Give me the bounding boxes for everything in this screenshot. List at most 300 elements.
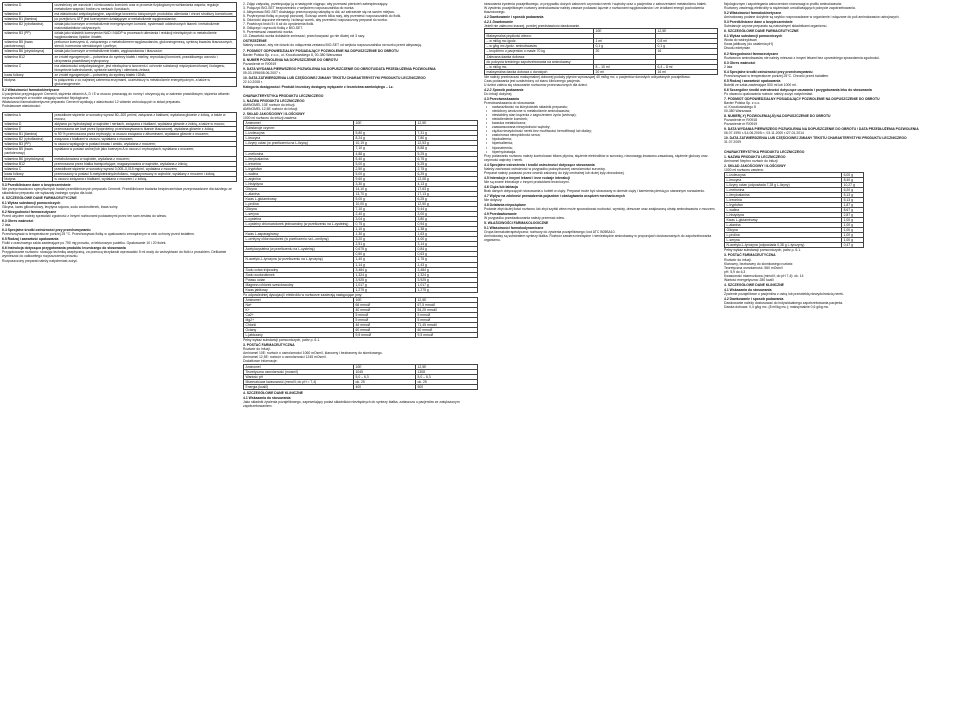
table-cell: L-fenyloalanina bbox=[725, 192, 842, 197]
table-row bbox=[3, 77, 237, 86]
table-cell: 10E bbox=[354, 297, 416, 302]
paragraph: Podanie zbyt dużej ilości roztworu lub zbyt szybki wlew może spowodować nudności, wymioty, dreszcze oraz zwiększoną utratę aminokwasów z moczem. bbox=[484, 207, 716, 212]
table-cell: L-prolina bbox=[244, 201, 354, 206]
table-cell: N-acetylo-L-tyrozyna (w przeliczeniu na L-tyrozynę) bbox=[244, 257, 354, 262]
nephro-composition-table bbox=[724, 172, 864, 249]
section-4-heading: 4. SZCZEGÓŁOWE DANE KLINICZNE bbox=[243, 390, 303, 395]
list-item: • niedotlenienie komórek; bbox=[484, 117, 718, 121]
chpl-title: CHARAKTERYSTYKA PRODUKTU LECZNICZEGO bbox=[243, 93, 324, 98]
section-6-2-heading: 6.2 Niezgodności farmaceutyczne bbox=[2, 210, 57, 215]
paragraph: Czas podawania jest uzależniony od stanu klinicznego pacjenta. bbox=[484, 78, 581, 83]
dosage-table bbox=[484, 28, 718, 74]
table-cell: 13,70 g bbox=[354, 191, 416, 196]
column-2 bbox=[243, 2, 478, 702]
paragraph: 1000 ml roztworu zawiera: bbox=[724, 167, 764, 172]
table-cell: ze źródeł egzogennych – potrzebny do syntezy białek i DNA; bbox=[53, 72, 237, 77]
section-3-heading: 3. POSTAĆ FARMACEUTYCZNA bbox=[243, 343, 295, 348]
table-cell: 10E bbox=[354, 121, 416, 126]
table-cell: maksymalna dawka dobowa u dorosłych bbox=[485, 69, 594, 74]
section-6-5-heading: 6.5 Rodzaj i zawartość opakowania bbox=[724, 78, 781, 83]
table-cell: Energia (kcal/l) bbox=[244, 384, 354, 389]
table-cell: – w ml/kg mc./godz. bbox=[485, 39, 594, 44]
table-row bbox=[3, 113, 237, 122]
steps-list bbox=[243, 2, 478, 38]
table-cell: 5,40 g bbox=[354, 156, 416, 161]
table-cell: 66 mmol/l bbox=[354, 302, 416, 307]
paragraph: Roztwory zawierają elektrolity w stężeniach umożliwiających pokrycie zapotrzebowania. bbox=[724, 6, 856, 11]
table-row bbox=[3, 22, 237, 31]
table-cell: witamina B6 (pirydoksyna) bbox=[3, 49, 53, 54]
table-cell: Zalecana dawka dobowa: bbox=[485, 54, 594, 59]
section-6-4-heading: 6.4 Specjalne środki ostrożności przy przechowywaniu bbox=[2, 228, 91, 233]
table-cell: witamina B2 (ryboflawina) bbox=[3, 22, 53, 31]
paragraph: Pozwolenie nr R/0918 bbox=[724, 118, 758, 123]
table-cell: witamina B5 (kwas pantotenowy) bbox=[3, 147, 53, 156]
section-4-heading: 4. SZCZEGÓŁOWE DANE KLINICZNE bbox=[724, 282, 784, 287]
table-cell: 1,00 g bbox=[842, 238, 864, 243]
table-cell: 12,5E bbox=[416, 364, 478, 369]
table-cell: L-jabłczany bbox=[244, 333, 354, 338]
table-row bbox=[3, 40, 237, 49]
table-row bbox=[244, 384, 478, 389]
table-cell: L-leucyna bbox=[725, 177, 842, 182]
table-cell: 3,00 g bbox=[416, 212, 478, 217]
table-cell: 9,44 g bbox=[416, 207, 478, 212]
table-cell: Glicyna bbox=[244, 207, 354, 212]
table-cell: 1,10 g bbox=[354, 227, 416, 232]
table-cell: witamina E bbox=[3, 12, 53, 17]
table-cell: Wartość pH bbox=[244, 374, 354, 379]
paragraph: Przy podawaniu roztworu należy kontrolować bilans płynów, stężenie elektrolitów w surowicy, równowagę kwasowo-zasadową, stężenie glukozy oraz czynność wątroby i nerek. bbox=[484, 153, 708, 162]
table-cell: 10,00 g bbox=[354, 201, 416, 206]
paragraph: 2 lata bbox=[724, 64, 733, 69]
section-4-4-heading: 4.4 Specjalne ostrzeżenia i środki ostrożności dotyczące stosowania bbox=[484, 162, 595, 167]
table-cell: 1,40 g bbox=[354, 257, 416, 262]
paragraph: Dawkowanie należy dostosować do indywidualnego zapotrzebowania pacjenta. bbox=[724, 301, 844, 305]
list-item: 9. Przemieszać zawartość worka. bbox=[243, 30, 294, 35]
list-item: 6. Odwrócić złączone elementy i ścisnąć worek, aby przenieść rozpuszczony preparat do worka. bbox=[243, 18, 388, 23]
table-cell: działa jako składnik koenzymów NAD i NADP w procesach utleniania i redukcji niezbędnych w metabolizmie węglowodanów, lipidów i białek; bbox=[53, 31, 237, 40]
table-cell: 12,08 g bbox=[416, 176, 478, 181]
table-cell: 8,67 g bbox=[842, 208, 864, 213]
table-cell: L-metionina bbox=[244, 151, 354, 156]
section-5-2-heading: 5.2 Właściwości farmakokinetyczne bbox=[2, 87, 60, 92]
paragraph: Kwasowość miareczkowa (mmol/l; do pH 7,4): ok. 14 bbox=[724, 273, 804, 278]
paragraph: stosowania żywienia pozajelitowego, w przypadku dużych zaburzeń czynności nerek i wątroby oraz u pacjentów z zaburzeniami metabolizmu białek. bbox=[484, 2, 707, 6]
table-cell: 5,25 g bbox=[416, 151, 478, 156]
table-cell: przenoszona we krwi przez lipoproteiny, przechowywana w tkance tłuszczowej, wydalana głównie z żółcią; bbox=[53, 127, 237, 132]
section-6-3-heading: 6.3 Okres ważności bbox=[724, 60, 756, 65]
table-cell: 3,484 g bbox=[354, 267, 416, 272]
paragraph: Aminomel 10E: roztwór o osmolarności 1060 mOsm/l, klarowny i bezbarwny do słomkowego. bbox=[243, 351, 383, 356]
section-5-3-heading: 5.3 Przedkliniczne dane o bezpieczeństwie bbox=[2, 182, 71, 187]
table-cell: 6,4 – 8 ml bbox=[656, 64, 718, 69]
table-cell: 7,10 g bbox=[354, 207, 416, 212]
table-cell: 0,94 g bbox=[416, 222, 478, 227]
table-cell: Aminomel bbox=[244, 121, 354, 126]
table-cell: 17,63 g bbox=[416, 186, 478, 191]
table-cell: – w g/kg mc./godz. aminokwasów bbox=[485, 44, 594, 49]
section-6-2-heading: 6.2 Niezgodności farmaceutyczne bbox=[724, 51, 779, 56]
paragraph: Pozwolenie nr R/0919 bbox=[243, 61, 277, 66]
table-cell: w osoczu występuje w postaci kwasu i amidu, wydalana z moczem; bbox=[53, 142, 237, 147]
table-cell: witamina D bbox=[3, 122, 53, 127]
table-cell: Sodu octan trójwodny bbox=[244, 267, 354, 272]
table-cell: metabolizowana w wątrobie, wydalana z moczem; bbox=[53, 156, 237, 161]
table-cell: L-tryptofan bbox=[244, 166, 354, 171]
table-cell: działa jako koenzym w metabolizmie białek, węglowodanów i tłuszczów; bbox=[53, 49, 237, 54]
table-cell: 5,0 – 6,3 bbox=[416, 374, 478, 379]
table-cell: uczestniczy we wzroście i różnicowaniu komórek oraz w procesie fizjologicznym wchłaniania wapnia; reguluje metabolizm wapnia i fosforu w nerkach i kościach; bbox=[53, 3, 237, 12]
paragraph: Teoretyczna osmolarność: 560 mOsm/l bbox=[724, 265, 783, 270]
column-4 bbox=[724, 2, 957, 702]
paragraph: AMINOMEL 12,5E roztwór do infuzji. bbox=[243, 107, 299, 112]
section-2-heading: 2. SKŁAD JAKOŚCIOWY I ILOŚCIOWY bbox=[724, 163, 786, 168]
table-cell: 9,60 g bbox=[354, 176, 416, 181]
table-cell: do pokrycia średniego zapotrzebowania na aminokwasy bbox=[485, 59, 594, 64]
table-cell: L-fenyloalanina bbox=[244, 156, 354, 161]
section-4-1-heading: 4.1 Wskazania do stosowania bbox=[243, 395, 291, 400]
table-cell: 1,017 g bbox=[416, 282, 478, 287]
table-cell: 12,5E bbox=[416, 121, 478, 126]
section-4-9-heading: 4.9 Przedawkowanie bbox=[484, 212, 517, 217]
table-cell: Ca2+ bbox=[244, 313, 354, 318]
table-cell: – kropli/min u pacjentów o masie 70 kg bbox=[485, 49, 594, 54]
paragraph: Grupa farmakoterapeutyczna: roztwory do żywienia pozajelitowego; kod ATC B05BA10. bbox=[484, 230, 616, 235]
table-cell: 1,275 g bbox=[416, 287, 478, 292]
table-cell: 17,13 g bbox=[416, 191, 478, 196]
table-cell: 20 bbox=[594, 49, 656, 54]
table-cell: 3,925 g bbox=[354, 277, 416, 282]
table-cell: Substancje czynne: bbox=[244, 126, 354, 131]
table-cell: 1045 bbox=[354, 369, 416, 374]
paragraph: Należy uważać, aby nie doszło do odłączenia zestawu BIO-SET od wejścia rozpuszczalnika na worku przed aktywacją. bbox=[243, 43, 422, 48]
table-cell: K+ bbox=[244, 307, 354, 312]
section-4-2-heading: 4.2 Dawkowanie i sposób podawania bbox=[724, 296, 784, 301]
section-9-heading: 9. DATA WYDANIA PIERWSZEGO POZWOLENIA NA DOPUSZCZENIE DO OBROTU / DATA PRZEDŁUŻENIA POZWOLENIA bbox=[724, 127, 919, 132]
paragraph: Pełny wykaz substancji pomocniczych, patrz p. 6.1. bbox=[243, 338, 321, 343]
table-cell: Sodu wodorotlenek bbox=[244, 272, 354, 277]
paragraph: Przygotowanie roztworu: stosując technikę aseptyczną, za pomocą strzykawki wprowadzić 5 ml wody do wstrzykiwań do fiolki z proszkiem. Delikatnie wymieszać do całkowitego rozpuszczenia proszku. bbox=[2, 250, 227, 259]
paragraph: W przypadku przedawkowania należy przerwać wlew. bbox=[484, 216, 565, 221]
section-8-heading: 8. NUMER(-Y) POZWOLENIA(-Ń) NA DOPUSZCZENIE DO OBROTU bbox=[724, 114, 831, 119]
electrolytes-table bbox=[243, 297, 478, 338]
table-cell: 0,1 g bbox=[656, 44, 718, 49]
table-cell: 2,75 g bbox=[416, 166, 478, 171]
table-cell: L-seryna bbox=[725, 238, 842, 243]
table-cell: 1,38 g bbox=[416, 227, 478, 232]
table-cell: L-tryptofan bbox=[725, 203, 842, 208]
table-cell: 10E bbox=[594, 29, 656, 34]
table-cell: L-arginina bbox=[244, 176, 354, 181]
list-item: 10. Zawartość worka dokładnie zmieszać; przechowywać go nie dłużej niż 3 razy. bbox=[243, 34, 366, 39]
table-cell: 14,10 g bbox=[354, 186, 416, 191]
section-7-heading: 7. PODMIOT ODPOWIEDZIALNY POSIADAJĄCY POZWOLENIE NA DOPUSZCZENIE DO OBROTU bbox=[243, 48, 399, 53]
table-cell: 3,925 g bbox=[416, 277, 478, 282]
section-4-6-heading: 4.6 Ciąża lub laktacja bbox=[484, 184, 518, 189]
table-cell: witamina A bbox=[3, 113, 53, 122]
table-cell: 0,75 g bbox=[354, 222, 416, 227]
table-cell: 5,00 g bbox=[354, 171, 416, 176]
list-item: • niestabilny stan krążenia z zagrożeniem życia (wstrząs); bbox=[484, 113, 718, 117]
column-1 bbox=[2, 2, 237, 702]
list-item: 7. Powtórzyć kroki 5 i 6 aż do opróżnienia fiolki. bbox=[243, 22, 315, 27]
table-cell: kwas foliowy bbox=[3, 72, 53, 77]
table-cell: Glicyna bbox=[725, 228, 842, 233]
table-cell: witamina B6 (pirydoksyna) bbox=[3, 156, 53, 161]
table-cell: 46 mmol/l bbox=[354, 323, 416, 328]
table-cell: 5,13 g bbox=[842, 197, 864, 202]
table-cell: w połączeniu z co najmniej czterema enzymami, uczestniczy w metabolizmie energetycznym, a także w glukoneogenezie. bbox=[53, 77, 237, 86]
section-6-heading: 6. SZCZEGÓŁOWE DANE FARMACEUTYCZNE bbox=[2, 195, 77, 200]
paragraph: Jako składnik żywienia pozajelitowego, zapewniający podaż składników niezbędnych do syntezy białka, zwłaszcza u pacjentów ze zwiększonym zapotrzebowaniem. bbox=[243, 399, 460, 408]
table-cell: 5,00 g bbox=[354, 161, 416, 166]
list-item: • kwasica metaboliczna; bbox=[484, 121, 718, 125]
list-item: • zaawansowana niewydolność wątroby; bbox=[484, 125, 718, 129]
paragraph: Fiolki z oranżowego szkła zawierające po 750 mg proszku, w tekturowym pudełku. Opakowanie 10 i 20 fiolek. bbox=[2, 241, 167, 246]
table-cell: 1,275 g bbox=[354, 287, 416, 292]
list-item: 3. Połączyć BIO-SET bezpośrednio z wejściem rozpuszczalnika do worka. bbox=[243, 6, 355, 11]
table-cell: 0,675 g bbox=[354, 247, 416, 252]
table-cell: 16 bbox=[656, 49, 718, 54]
table-cell: ze źródeł egzogennych – potrzebna do syntezy białek i mieliny, reprodukcji komórek, prawidłowego wzrostu i utrzymania prawidłowej erytropoezy; bbox=[53, 54, 237, 63]
paragraph: Roztwór do infuzji. bbox=[724, 257, 752, 262]
table-cell: 10E bbox=[354, 364, 416, 369]
section-4-2-1-heading: 4.2.1 Dawkowanie bbox=[484, 20, 513, 25]
paragraph: Dawka dobowa: 0,4 g/kg mc. (8 ml/kg mc.); maksymalnie 0,6 g/kg mc. bbox=[724, 305, 830, 310]
list-item: • zastoinowa niewydolność serca; bbox=[484, 133, 718, 137]
table-cell: 1,75 g bbox=[416, 257, 478, 262]
table-row bbox=[244, 333, 478, 338]
paragraph: Pełny wykaz substancji pomocniczych, patrz p. 6.1. bbox=[724, 248, 802, 253]
table-cell: witamina B12 bbox=[3, 161, 53, 166]
table-cell: 5 mmol/l bbox=[416, 313, 478, 318]
table-cell: 67,5 mmol/l bbox=[416, 302, 478, 307]
paragraph: fizjologicznym i zapobiegania zaburzeniom równowagi w profilu aminokwasów. bbox=[724, 2, 842, 6]
table-cell: 4,88 g bbox=[354, 151, 416, 156]
paragraph: 05.03.1996/08.06.2007 r. bbox=[243, 70, 281, 75]
table-cell: witamina B5 (kwas pantotenowy) bbox=[3, 40, 53, 49]
paragraph: ul. Kruczkowskiego 8 bbox=[724, 105, 756, 110]
paragraph: U pacjentów przyjmujących Cernevit, stężenia witamin A, D i E w osoczu powracają do normy i utrzymują się w zakresie prawidłowym; stężenia witamin rozpuszczalnych w wodzie osiągają wartości fizjologiczne. bbox=[2, 91, 230, 100]
table-cell: 60 mmol/l bbox=[354, 328, 416, 333]
table-cell: 10,19 g bbox=[354, 141, 416, 146]
paragraph: Pozwolenie nr R/0919 bbox=[724, 122, 758, 127]
table-cell: Teoretyczna osmolarność (mosm/l) bbox=[244, 369, 354, 374]
table-cell: 7,80 g bbox=[416, 136, 478, 141]
table-cell: 6,00 g bbox=[842, 172, 864, 177]
paragraph: Należy zachować ostrożność w przypadku podwyższonej osmolarności surowicy. bbox=[484, 166, 606, 171]
table-cell: L-ornityny chlorowodorek (w przeliczeniu na L-ornitynę) bbox=[244, 237, 354, 242]
table-cell: 5,80 g bbox=[354, 131, 416, 136]
availability-category: Kategoria dostępności: Produkt leczniczy dostępny wyłącznie z lecznictwa zamkniętego – Lz. bbox=[243, 84, 394, 89]
list-item: 5. Przytrzymać fiolkę w pozycji pionowej. Ścisnąć worek kilka razy, aby przenieść rozpuszczalnik do fiolki. bbox=[243, 14, 402, 19]
paragraph: Brak danych dotyczących stosowania u kobiet w ciąży. Preparat może być stosowany w okresie ciąży i karmienia piersią po starannym rozważeniu. bbox=[484, 188, 705, 193]
table-cell: biotyna bbox=[3, 176, 53, 181]
section-4-7-heading: 4.7 Wpływ na zdolność prowadzenia pojazdów i obsługiwania urządzeń mechanicznych bbox=[484, 194, 625, 199]
paragraph: U dzieci zaleca się stosowanie roztworów przeznaczonych dla dzieci. bbox=[484, 82, 588, 87]
table-cell: 400 bbox=[354, 384, 416, 389]
paragraph: Woda do wstrzykiwań bbox=[724, 38, 757, 43]
table-cell: 10,27 g bbox=[842, 182, 864, 187]
table-cell: Kwas L-glutaminowy bbox=[244, 196, 354, 201]
table-cell: 6,25 g bbox=[416, 161, 478, 166]
section-4-1-heading: 4.1 Wskazania do stosowania bbox=[724, 287, 772, 292]
paragraph: Jeżeli nie zalecono inaczej, poniżej przedstawiono dawkowanie. bbox=[484, 24, 581, 29]
section-8-heading: 8. NUMER POZWOLENIA NA DOPUSZCZENIE DO OBROTU bbox=[243, 57, 338, 62]
list-item: • hiperkaliemia; bbox=[484, 141, 718, 145]
paragraph: 31.07.2009 bbox=[724, 140, 741, 145]
paragraph: Przechowywać w temperaturze poniżej 25 °C. Przechowywać fiolkę w opakowaniu zewnętrznym w celu ochrony przed światłem. bbox=[2, 232, 195, 237]
table-cell: L-treonina bbox=[244, 161, 354, 166]
list-item: 2. Zdjąć zatyczkę, przekręcając ją a następnie ciągnąc; aby przerwać pierścień zabezpieczający. bbox=[243, 2, 389, 6]
table-cell: 2,40 g bbox=[354, 212, 416, 217]
table-cell: po przejściu w ATP jest koenzymem działającym w metabolizmie węglowodanów; bbox=[53, 17, 237, 22]
table-cell: 12,5E bbox=[416, 297, 478, 302]
table-cell: 8,88 g bbox=[416, 146, 478, 151]
paragraph: Nie należy przekraczać maksymalnej dobowej podaży płynów wynoszącej 40 ml/kg mc. u pacjentów dorosłych odżywianych pozajelitowo. bbox=[484, 74, 691, 79]
paragraph: Aminokwasy są substratem syntezy białka. Roztwór zawiera niezbędne i nieniezbędne aminokwasy w proporcjach dostosowanych do zapotrzebowania organizmu. bbox=[484, 234, 712, 243]
table-row bbox=[3, 176, 237, 181]
properties-table bbox=[243, 364, 478, 390]
table-cell: Octany bbox=[244, 328, 354, 333]
table-cell: 20 ml bbox=[594, 69, 656, 74]
section-9-heading: 9. DATA WYDANIA PIERWSZEGO POZWOLENIA NA DOPUSZCZENIE DO OBROTU/DATA PRZEDŁUŻENIA POZWOLENIA bbox=[243, 66, 436, 71]
section-2-heading: 2. SKŁAD JAKOŚCIOWY I ILOŚCIOWY bbox=[243, 112, 305, 117]
section-6-1-heading: 6.1 Wykaz substancji pomocniczych bbox=[724, 34, 783, 39]
table-cell: 8,24 g bbox=[354, 136, 416, 141]
section-3-heading: 3. POSTAĆ FARMACEUTYCZNA bbox=[724, 253, 776, 258]
paragraph: Do infuzji dożylnej. bbox=[484, 91, 513, 96]
paragraph: Baxter Polska Sp. z o.o. bbox=[724, 101, 761, 106]
paragraph: 00-380 Warszawa bbox=[724, 109, 752, 114]
section-6-6-heading: 6.6 Instrukcja dotycząca przygotowania produktu leczniczego do stosowania bbox=[2, 246, 126, 251]
chpl-title: CHARAKTERYSTYKA PRODUKTU LECZNICZEGO bbox=[724, 149, 805, 154]
table-cell: witamina B1 (tiamina) bbox=[3, 17, 53, 22]
table-cell: L-treonina bbox=[725, 197, 842, 202]
table-cell: 9,5 mmol/l bbox=[354, 333, 416, 338]
table-cell: 8,40 g bbox=[842, 177, 864, 182]
paragraph: Substancje czynne preparatu są naturalnymi składnikami organizmu. bbox=[724, 24, 828, 29]
list-item: • niedobory wrodzone w metabolizmie aminokwasów; bbox=[484, 109, 718, 113]
table-cell: N-acetylo-L-tyrozyna (odpowiada 0,38 g L-tyrozyny) bbox=[725, 243, 842, 248]
section-4-2-2-heading: 4.2.2 Sposób podawania bbox=[484, 87, 524, 92]
aminomel-composition-table bbox=[243, 120, 478, 293]
table-cell: 6,25 g bbox=[416, 171, 478, 176]
table-cell: 4,00 g bbox=[416, 237, 478, 242]
table-cell: witamina B12 bbox=[3, 54, 53, 63]
table-cell: Kwas L-glutaminowy bbox=[725, 218, 842, 223]
table-cell: 71,45 mmol/l bbox=[416, 323, 478, 328]
table-cell: 0,50 g bbox=[354, 252, 416, 257]
paragraph: AMINOMEL 10E roztwór do infuzji. bbox=[243, 103, 296, 108]
section-6-heading: 6. SZCZEGÓŁOWE DANE FARMACEUTYCZNE bbox=[724, 29, 799, 34]
table-cell: Na+ bbox=[244, 302, 354, 307]
table-cell: Acetylocysteina (w przeliczeniu na L-cysteinę) bbox=[244, 247, 354, 252]
table-row bbox=[485, 69, 718, 74]
table-cell: 2,51 g bbox=[354, 242, 416, 247]
section-4-2-heading: 4.2 Dawkowanie i sposób podawania bbox=[484, 15, 544, 20]
section-1-heading: 1. NAZWA PRODUKTU LECZNICZEGO bbox=[243, 98, 305, 103]
table-cell: 3,20 g bbox=[354, 237, 416, 242]
section-7-heading: 7. PODMIOT ODPOWIEDZIALNY POSIADAJĄCY POZWOLENIE NA DOPUSZCZENIE DO OBROTU bbox=[724, 96, 880, 101]
table-row bbox=[725, 243, 864, 248]
table-cell: 4,13 g bbox=[416, 181, 478, 186]
table-row bbox=[3, 54, 237, 63]
section-10-heading: 10. DATA ZATWIERDZENIA LUB CZĘŚCIOWEJ ZMIANY TEKSTU CHARAKTERYSTYKI PRODUKTU LECZNICZEGO bbox=[724, 136, 907, 141]
table-cell: L-alanina bbox=[725, 223, 842, 228]
list-item: 8. Odłączyć i wyrzucić fiolkę z BIO-SET. bbox=[243, 26, 303, 31]
table-cell: L-seryna bbox=[244, 212, 354, 217]
table-cell: biotyna bbox=[3, 77, 53, 86]
section-4-3-heading: 4.3 Przeciwwskazania bbox=[484, 96, 520, 101]
table-cell: 1,63 g bbox=[416, 232, 478, 237]
table-cell: 1,324 g bbox=[416, 272, 478, 277]
column-3 bbox=[484, 2, 718, 702]
table-cell: 500 bbox=[416, 384, 478, 389]
paragraph: Aminomel 12,5E: roztwór o osmolarności 1245 mOsm/l. bbox=[243, 355, 327, 360]
table-cell: 1,324 g bbox=[354, 272, 416, 277]
table-cell: L-lizyny octan (odpowiada 7,28 g L-lizyny) bbox=[725, 182, 842, 187]
table-cell: 3,30 g bbox=[354, 181, 416, 186]
table-cell: związana z białkami w osoczu, wydalana z moczem; bbox=[53, 137, 237, 142]
table-cell: 7,31 g bbox=[416, 131, 478, 136]
table-cell: 60 mmol/l bbox=[416, 328, 478, 333]
table-row bbox=[244, 287, 478, 292]
section-6-1-heading: 6.1 Wykaz substancji pomocniczych bbox=[2, 200, 61, 205]
table-cell: L-cysteiny chlorowodorek jednowodny (w przeliczeniu na L-cysteinę) bbox=[244, 222, 354, 227]
table-cell: L-cysteina bbox=[244, 217, 354, 222]
paragraph: 22.10.2008 r. bbox=[243, 79, 263, 84]
section-6-6-heading: 6.6 Szczególne środki ostrożności dotyczące usuwania i przygotowania leku do stosowania bbox=[724, 87, 872, 92]
section-6-5-heading: 6.5 Rodzaj i zawartość opakowania bbox=[2, 237, 59, 242]
table-cell: 1,00 g bbox=[842, 233, 864, 238]
table-cell: 0,47 g bbox=[842, 243, 864, 248]
paragraph: Żywienie pozajelitowe u pacjentów z ostrą lub przewlekłą niewydolnością nerek. bbox=[724, 291, 844, 296]
paragraph: Butelki ze szkła zawierające 500 ml lub 1000 ml. bbox=[724, 82, 797, 87]
table-cell: L-alanina bbox=[244, 191, 354, 196]
table-row bbox=[3, 147, 237, 156]
table-cell: kwas foliowy bbox=[3, 171, 53, 176]
list-item: • hipokaliemia; bbox=[484, 137, 718, 141]
table-cell: 54,25 mmol/l bbox=[416, 307, 478, 312]
table-cell: 9,5 mmol/l bbox=[416, 333, 478, 338]
paragraph: Roztworów aminokwasów nie należy mieszać z innymi lekami bez uprzedniego sprawdzenia zgodności. bbox=[724, 55, 880, 60]
table-cell: witamina B3 (PP) bbox=[3, 142, 53, 147]
table-cell: 6,25 g bbox=[416, 196, 478, 201]
table-cell: 12,53 g bbox=[416, 141, 478, 146]
list-item: • hiponatremia; bbox=[484, 146, 718, 150]
table-cell: Aminomel bbox=[244, 297, 354, 302]
paragraph: Nie przeprowadzono specyficznych badań przedklinicznych preparatu Cernevit. Przedkliniczne badania bezpieczeństwa przeprowadzone dla każdego ze składników preparatu nie wykazały żadnego ryzyka dla ludzi. bbox=[2, 186, 232, 195]
table-row bbox=[3, 31, 237, 40]
list-item: • ciężka niewydolność nerek bez możliwości hemofiltracji lub dializy; bbox=[484, 129, 718, 133]
table-cell: działa jako koenzym w metabolizmie energetycznym komórki, systemach oddechowych tkanek i metabolizmie makroskładników odżywczych; bbox=[53, 22, 237, 31]
table-cell: 3,80 g bbox=[416, 217, 478, 222]
paragraph: Dodatkowe informacje: bbox=[243, 359, 278, 364]
table-cell: 6,75 g bbox=[416, 156, 478, 161]
table-cell: witamina E bbox=[3, 127, 53, 132]
paragraph: Przechowywać w temperaturze poniżej 25°C. Chronić przed światłem. bbox=[724, 73, 830, 78]
contraindications-list bbox=[484, 105, 718, 154]
table-cell: 1,30 g bbox=[354, 232, 416, 237]
table-cell: Miareczkowa kwasowość (mmol/l; do pH = 7,4) bbox=[244, 379, 354, 384]
table-cell: 1,43 g bbox=[416, 262, 478, 267]
table-cell: 1,00 g bbox=[842, 218, 864, 223]
table-cell: prawidłowe stężenie w surowicy wynosi 0,005–0,015 mg/ml, wydalana z moczem; bbox=[53, 166, 237, 171]
table-cell: Aminomel bbox=[244, 364, 354, 369]
table-cell: 12,50 g bbox=[416, 201, 478, 206]
